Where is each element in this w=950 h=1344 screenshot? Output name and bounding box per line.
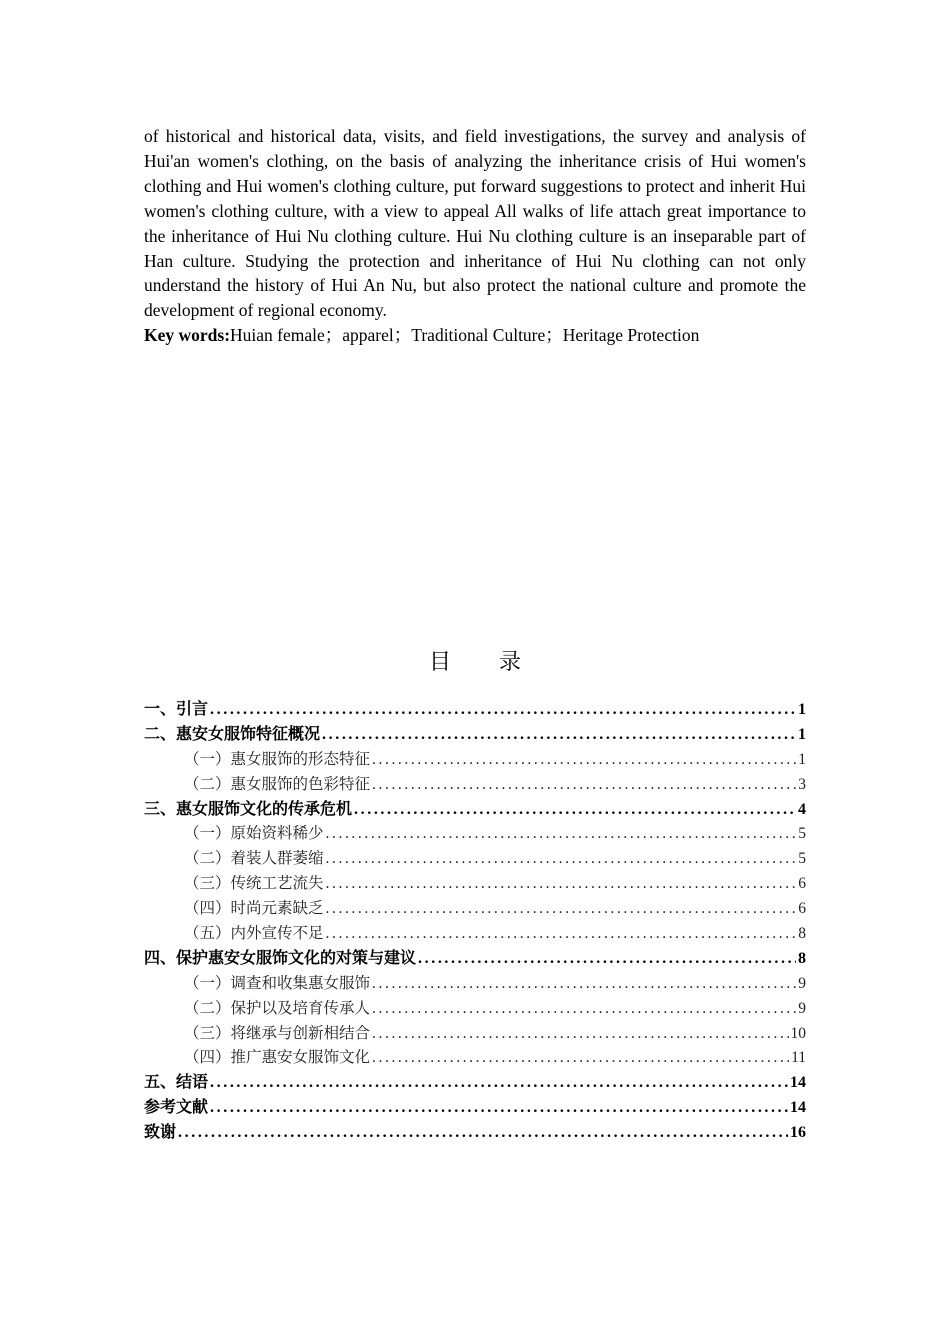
toc-entry-label: 一、引言	[144, 699, 209, 718]
toc-entry-page: 10	[790, 1024, 806, 1042]
toc-entry[interactable]	[144, 896, 806, 921]
toc-entry-page: 4	[798, 800, 806, 818]
toc-entry-label: （一）调查和收集惠女服饰	[184, 973, 371, 992]
table-of-contents	[144, 697, 806, 1145]
toc-entry-page: 5	[798, 850, 806, 868]
toc-entry-page: 6	[798, 875, 806, 893]
toc-entry-label: 致谢	[144, 1122, 177, 1142]
toc-leader	[210, 1071, 788, 1096]
toc-entry[interactable]	[144, 1095, 806, 1120]
toc-entry-page: 1	[798, 750, 806, 768]
toc-entry[interactable]	[144, 722, 806, 747]
toc-entry[interactable]	[144, 1021, 806, 1046]
toc-entry[interactable]	[144, 747, 806, 772]
toc-entry[interactable]	[144, 921, 806, 946]
toc-entry-label: （二）惠女服饰的色彩特征	[184, 774, 371, 793]
toc-entry-page: 5	[798, 825, 806, 843]
abstract-body	[144, 124, 806, 323]
toc-entry-page: 9	[798, 974, 806, 992]
toc-entry-label: 五、结语	[144, 1072, 209, 1092]
toc-entry-label: （二）保护以及培育传承人	[184, 998, 371, 1017]
toc-leader	[210, 1096, 788, 1121]
toc-entry[interactable]	[144, 996, 806, 1021]
toc-entry-page: 11	[791, 1049, 806, 1067]
toc-entry-label: （二）着装人群萎缩	[184, 849, 324, 868]
toc-entry-page: 1	[798, 701, 806, 718]
toc-entry[interactable]	[144, 797, 806, 822]
toc-leader	[372, 997, 796, 1022]
toc-entry-page: 9	[798, 999, 806, 1017]
toc-entry-label: （三）传统工艺流失	[184, 874, 324, 893]
toc-entry[interactable]	[144, 871, 806, 896]
toc-entry-page: 16	[790, 1124, 806, 1142]
toc-leader	[326, 922, 797, 947]
toc-entry[interactable]	[144, 846, 806, 871]
toc-entry-label: （一）惠女服饰的形态特征	[184, 749, 371, 768]
toc-title: 目录	[428, 650, 569, 675]
toc-entry-page: 14	[790, 1099, 806, 1117]
toc-entry-page: 8	[798, 925, 806, 943]
toc-leader	[326, 872, 797, 897]
toc-leader	[326, 822, 797, 847]
toc-entry-label: （四）时尚元素缺乏	[184, 899, 324, 918]
toc-leader	[372, 972, 796, 997]
toc-leader	[372, 748, 796, 773]
toc-leader	[178, 1121, 788, 1146]
toc-leader	[372, 1022, 788, 1047]
toc-entry-label: （三）将继承与创新相结合	[184, 1023, 371, 1042]
keywords-label: Key words:	[144, 325, 231, 345]
toc-leader	[418, 947, 796, 972]
toc-leader	[354, 798, 796, 823]
abstract-text: of historical and historical data, visits, and field investigations, the survey and analysis of Hui'an women's clothing, on the basis of analyzing the inheritance crisis of Hui women's clothing and Hui women's clothing culture, put forward suggestions to protect and inherit Hui women's clothing culture, with a view to appeal All walks of life attach great importance to the inheritance of Hui Nu clothing culture. Hui Nu clothing culture is an inseparable part of Han culture. Studying the protection and inheritance of Hui Nu clothing can not only understand the history of Hui An Nu, but also protect the national culture and promote the development of regional economy.	[144, 126, 806, 321]
toc-leader	[372, 1046, 789, 1071]
toc-entry-label: 二、惠安女服饰特征概况	[144, 723, 321, 743]
keywords-text: Huian female；apparel；Traditional Culture；Heritage Protection	[230, 325, 700, 345]
toc-entry-page: 1	[798, 725, 806, 743]
keywords-line	[144, 323, 699, 348]
toc-entry-page: 3	[798, 775, 806, 793]
toc-entry[interactable]	[144, 946, 806, 971]
toc-entry-page: 8	[798, 949, 806, 967]
toc-entry-label: 四、保护惠安女服饰文化的对策与建议	[144, 947, 417, 967]
toc-leader	[326, 897, 797, 922]
toc-entry-label: （五）内外宣传不足	[184, 924, 324, 943]
toc-entry-label: （四）推广惠安女服饰文化	[184, 1048, 371, 1067]
toc-entry[interactable]	[144, 772, 806, 797]
toc-entry[interactable]	[144, 1045, 806, 1070]
toc-entry-label: （一）原始资料稀少	[184, 824, 324, 843]
toc-entry[interactable]	[144, 697, 806, 722]
toc-leader	[210, 698, 796, 723]
toc-entry[interactable]	[144, 1070, 806, 1095]
toc-entry-page: 14	[790, 1074, 806, 1092]
toc-leader	[322, 723, 796, 748]
toc-entry[interactable]	[144, 1120, 806, 1145]
toc-entry-label: 参考文献	[144, 1097, 209, 1117]
toc-entry-page: 6	[798, 900, 806, 918]
toc-leader	[326, 847, 797, 872]
toc-leader	[372, 773, 796, 798]
toc-entry-label: 三、惠女服饰文化的传承危机	[144, 798, 353, 818]
toc-entry[interactable]	[144, 821, 806, 846]
toc-entry[interactable]	[144, 971, 806, 996]
